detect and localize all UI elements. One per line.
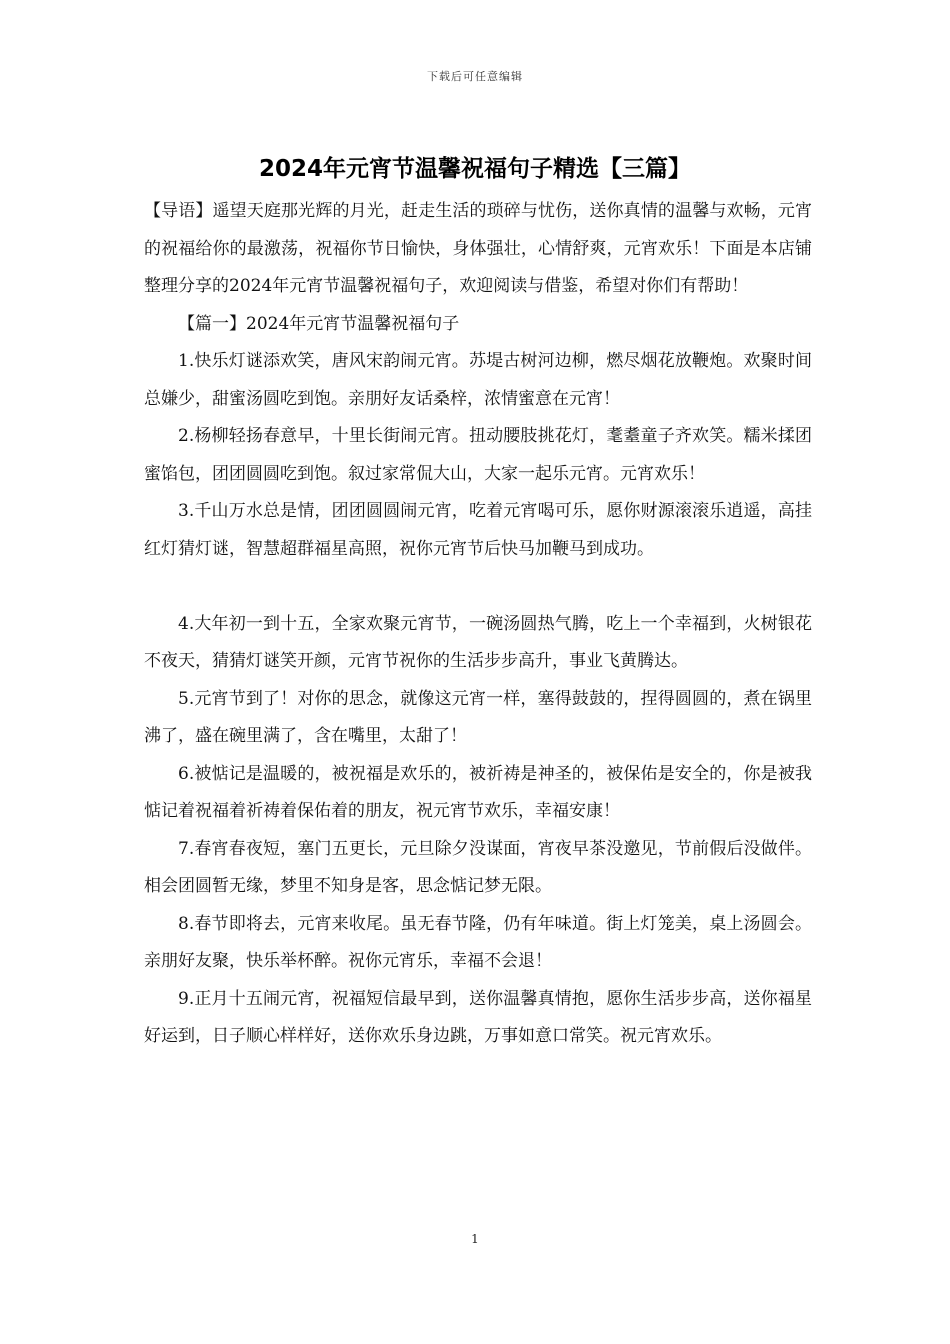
document-title: 2024年元宵节温馨祝福句子精选【三篇】 bbox=[258, 156, 691, 182]
page-number: 1 bbox=[471, 1232, 479, 1246]
list-item: 3.千山万水总是情，团团圆圆闹元宵，吃着元宵喝可乐，愿你财源滚滚乐逍遥，高挂红灯猜灯谜，智慧超群福星高照，祝你元宵节后快马加鞭马到成功。 bbox=[144, 501, 812, 559]
document-body bbox=[144, 193, 812, 1056]
list-item: 4.大年初一到十五，全家欢聚元宵节，一碗汤圆热气腾，吃上一个幸福到，火树银花不夜天，猜猜灯谜笑开颜，元宵节祝你的生活步步高升，事业飞黄腾达。 bbox=[144, 613, 812, 671]
paragraph-spacer bbox=[144, 568, 812, 606]
list-item: 8.春节即将去，元宵来收尾。虽无春节隆，仍有年味道。街上灯笼美，桌上汤圆会。亲朋好友聚，快乐举杯醉。祝你元宵乐，幸福不会退！ bbox=[144, 913, 812, 971]
header-note: 下载后可任意编辑 bbox=[427, 70, 523, 83]
list-item: 7.春宵春夜短，塞门五更长，元旦除夕没谋面，宵夜早茶没邀见，节前假后没做伴。相会团圆暂无缘，梦里不知身是客，思念惦记梦无限。 bbox=[144, 838, 812, 896]
list-item: 2.杨柳轻扬春意早，十里长街闹元宵。扭动腰肢挑花灯，耄耋童子齐欢笑。糯米揉团蜜馅包，团团圆圆吃到饱。叙过家常侃大山，大家一起乐元宵。元宵欢乐！ bbox=[144, 426, 812, 484]
list-item: 5.元宵节到了！对你的思念，就像这元宵一样，塞得鼓鼓的，捏得圆圆的，煮在锅里沸了，盛在碗里满了，含在嘴里，太甜了！ bbox=[144, 688, 812, 746]
intro-paragraph: 【导语】遥望天庭那光辉的月光，赶走生活的琐碎与忧伤，送你真情的温馨与欢畅，元宵的祝福给你的最激荡，祝福你节日愉快，身体强壮，心情舒爽，元宵欢乐！下面是本店铺整理分享的2024年元宵节温馨祝福句子，欢迎阅读与借鉴，希望对你们有帮助！ bbox=[144, 201, 812, 296]
list-item: 1.快乐灯谜添欢笑，唐风宋韵闹元宵。苏堤古树河边柳，燃尽烟花放鞭炮。欢聚时间总嫌少，甜蜜汤圆吃到饱。亲朋好友话桑梓，浓情蜜意在元宵！ bbox=[144, 351, 812, 409]
list-item: 6.被惦记是温暖的，被祝福是欢乐的，被祈祷是神圣的，被保佑是安全的，你是被我惦记着祝福着祈祷着保佑着的朋友，祝元宵节欢乐，幸福安康！ bbox=[144, 763, 812, 821]
section-heading: 【篇一】2024年元宵节温馨祝福句子 bbox=[178, 313, 460, 334]
list-item: 9.正月十五闹元宵，祝福短信最早到，送你温馨真情抱，愿你生活步步高，送你福星好运到，日子顺心样样好，送你欢乐身边跳，万事如意口常笑。祝元宵欢乐。 bbox=[144, 988, 812, 1046]
